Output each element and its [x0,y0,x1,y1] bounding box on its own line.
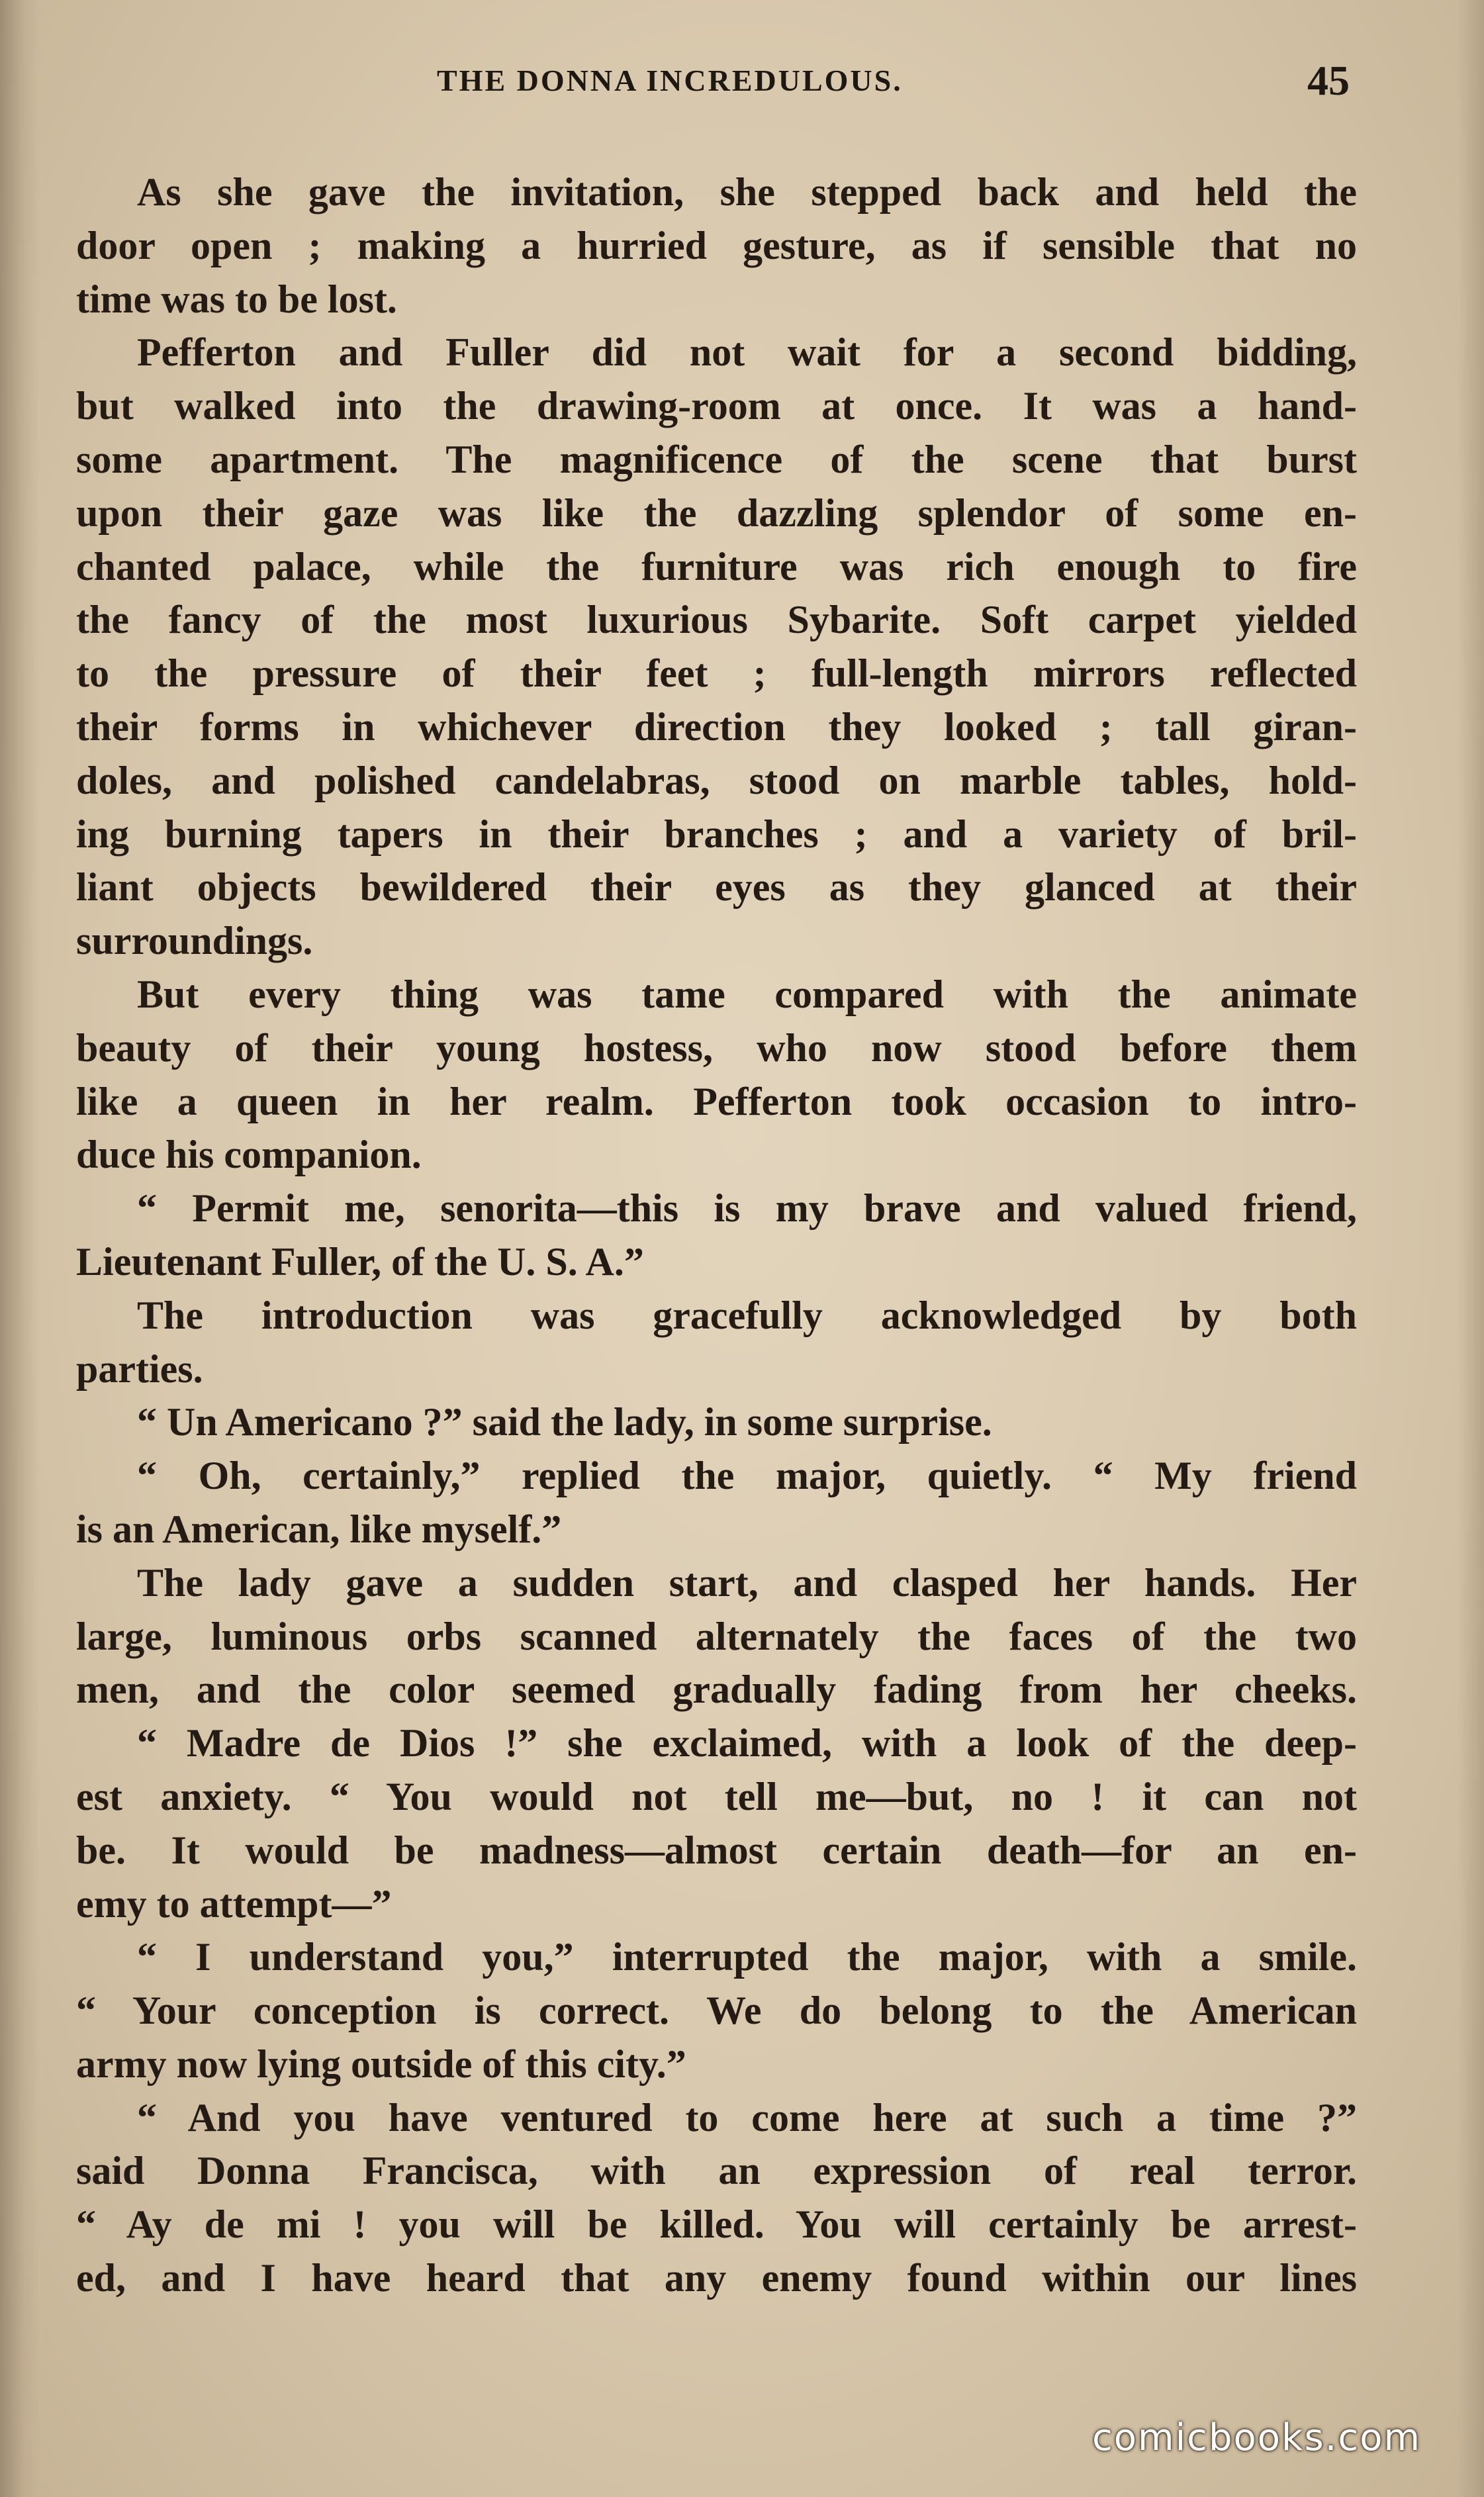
text-line: ing burning tapers in their branches ; and a variety of bril- [76,812,1357,856]
text-line: like a queen in her realm. Pefferton took occasion to intro- [76,1079,1357,1123]
text-line: army now lying outside of this city.” [76,2042,686,2086]
text-line: Pefferton and Fuller did not wait for a second bidding, [137,330,1357,375]
text-line: upon their gaze was like the dazzling splendor of some en- [76,491,1357,535]
text-line: their forms in whichever direction they looked ; tall giran- [76,704,1357,749]
text-line: liant objects bewildered their eyes as they glanced at their [76,865,1357,910]
page-number: 45 [1307,57,1350,104]
text-line: the fancy of the most luxurious Sybarite. Soft carpet yielded [76,598,1357,642]
text-line: Lieutenant Fuller, of the U. S. A.” [76,1239,644,1284]
text-line: “ Un Americano ?” said the lady, in some surprise. [137,1400,992,1444]
page-left-shadow [0,0,40,2497]
text-line: but walked into the drawing-room at once. It was a hand- [76,384,1357,428]
text-line: chanted palace, while the furniture was rich enough to fire [76,544,1357,589]
text-line: emy to attempt—” [76,1881,392,1926]
text-line: said Donna Francisca, with an expression of real terror. [76,2149,1357,2193]
text-line: parties. [76,1346,203,1391]
page-right-shadow [1458,0,1484,2497]
text-line: “ Ay de mi ! you will be killed. You will certainly be arrest- [76,2202,1357,2247]
text-line: “ Madre de Dios !” she exclaimed, with a look of the deep- [137,1721,1357,1766]
text-line: As she gave the invitation, she stepped back and held the [137,170,1357,214]
text-line: large, luminous orbs scanned alternately the faces of the two [76,1614,1357,1658]
text-line: “ And you have ventured to come here at such a time ?” [137,2095,1357,2140]
text-line: some apartment. The magnificence of the scene that burst [76,437,1357,481]
text-line: “ I understand you,” interrupted the major, with a smile. [137,1935,1357,1979]
text-line: duce his companion. [76,1133,422,1177]
text-line: time was to be lost. [76,277,397,321]
running-head [0,57,1484,109]
text-line: surroundings. [76,919,313,963]
text-line: The lady gave a sudden start, and clasped her hands. Her [137,1560,1357,1605]
text-line: “ Your conception is correct. We do belong to the American [76,1989,1357,2033]
text-line: But every thing was tame compared with the animate [137,972,1357,1016]
watermark: comicbooks.com [1092,2416,1422,2459]
running-title: THE DONNA INCREDULOUS. [437,64,903,97]
text-line: men, and the color seemed gradually fading from her cheeks. [76,1668,1357,1712]
text-line: to the pressure of their feet ; full-length mirrors reflected [76,651,1357,696]
text-line: beauty of their young hostess, who now stood before them [76,1025,1357,1070]
text-line: doles, and polished candelabras, stood on marble tables, hold- [76,758,1357,802]
text-line: ed, and I have heard that any enemy found within our lines [76,2256,1357,2300]
text-line: “ Oh, certainly,” replied the major, quietly. “ My friend [137,1454,1357,1498]
text-line: “ Permit me, senorita—this is my brave and valued friend, [137,1186,1357,1231]
text-line: The introduction was gracefully acknowledged by both [137,1293,1357,1337]
text-line: door open ; making a hurried gesture, as if sensible that no [76,223,1357,267]
text-line: be. It would be madness—almost certain death—for an en- [76,1828,1357,1872]
text-line: est anxiety. “ You would not tell me—but, no ! it can not [76,1774,1357,1818]
text-line: is an American, like myself.” [76,1507,562,1551]
body-text [76,165,1357,2305]
